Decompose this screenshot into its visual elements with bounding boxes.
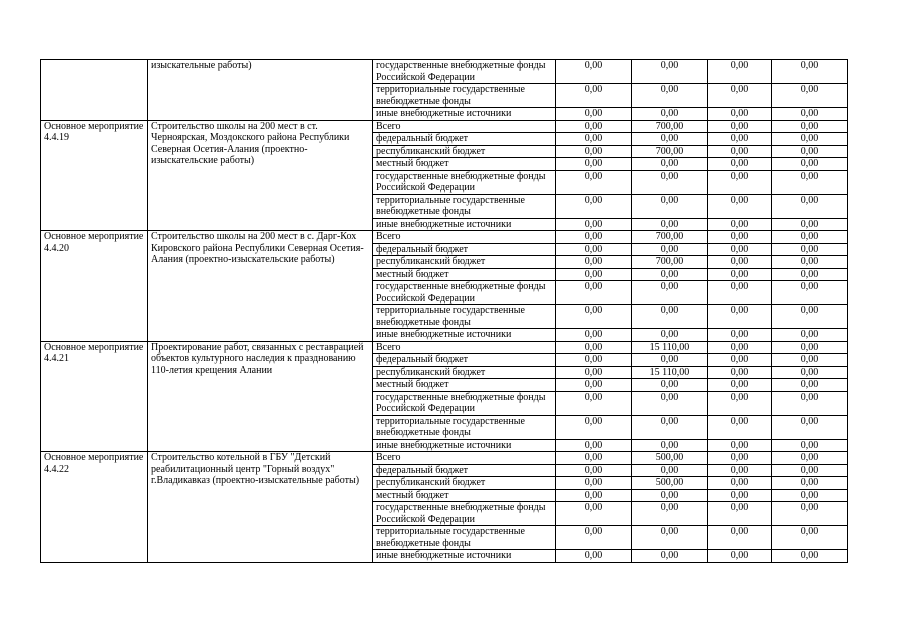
funding-source-cell: государственные внебюджетные фонды Российской Федерации (373, 281, 556, 305)
value-cell: 0,00 (632, 133, 708, 146)
funding-source-cell: местный бюджет (373, 489, 556, 502)
value-cell: 0,00 (556, 84, 632, 108)
funding-source-cell: государственные внебюджетные фонды Российской Федерации (373, 502, 556, 526)
measure-name-cell: Проектирование работ, связанных с реставрацией объектов культурного наследия к празднованию 110-летия крещения Алании (148, 341, 373, 452)
value-cell: 0,00 (772, 366, 848, 379)
funding-source-cell: федеральный бюджет (373, 133, 556, 146)
measure-code-cell: Основное мероприятие 4.4.19 (41, 120, 148, 231)
value-cell: 700,00 (632, 145, 708, 158)
value-cell: 0,00 (556, 108, 632, 121)
value-cell: 0,00 (708, 452, 772, 465)
value-cell: 0,00 (708, 502, 772, 526)
value-cell: 0,00 (556, 415, 632, 439)
funding-source-cell: федеральный бюджет (373, 243, 556, 256)
value-cell: 0,00 (556, 218, 632, 231)
value-cell: 0,00 (632, 354, 708, 367)
value-cell: 0,00 (772, 170, 848, 194)
funding-source-cell: республиканский бюджет (373, 256, 556, 269)
funding-source-cell: республиканский бюджет (373, 366, 556, 379)
value-cell: 0,00 (772, 231, 848, 244)
value-cell: 0,00 (708, 268, 772, 281)
value-cell: 0,00 (772, 158, 848, 171)
value-cell: 0,00 (556, 477, 632, 490)
funding-source-cell: республиканский бюджет (373, 477, 556, 490)
value-cell: 0,00 (556, 526, 632, 550)
value-cell: 0,00 (556, 268, 632, 281)
measure-name-cell: Строительство школы на 200 мест в с. Дарг-Кох Кировского района Республики Северная Осетия-Алания (проектно-изыскательские работы) (148, 231, 373, 342)
funding-source-cell: иные внебюджетные источники (373, 439, 556, 452)
value-cell: 0,00 (772, 256, 848, 269)
value-cell: 700,00 (632, 256, 708, 269)
funding-source-cell: территориальные государственные внебюджетные фонды (373, 305, 556, 329)
value-cell: 0,00 (556, 170, 632, 194)
funding-source-cell: местный бюджет (373, 379, 556, 392)
value-cell: 0,00 (632, 526, 708, 550)
value-cell: 0,00 (632, 329, 708, 342)
value-cell: 0,00 (632, 489, 708, 502)
value-cell: 0,00 (772, 281, 848, 305)
value-cell: 0,00 (632, 439, 708, 452)
value-cell: 0,00 (556, 354, 632, 367)
funding-source-cell: федеральный бюджет (373, 464, 556, 477)
value-cell: 0,00 (556, 464, 632, 477)
value-cell: 0,00 (772, 452, 848, 465)
value-cell: 0,00 (556, 145, 632, 158)
funding-source-cell: государственные внебюджетные фонды Российской Федерации (373, 60, 556, 84)
funding-source-cell: Всего (373, 341, 556, 354)
value-cell: 0,00 (632, 268, 708, 281)
value-cell: 0,00 (556, 502, 632, 526)
value-cell: 0,00 (708, 341, 772, 354)
measure-name-cell: Строительство котельной в ГБУ "Детский реабилитационный центр "Горный воздух" г.Владикавказ (проектно-изыскательные работы) (148, 452, 373, 563)
funding-source-cell: иные внебюджетные источники (373, 329, 556, 342)
value-cell: 0,00 (632, 550, 708, 563)
value-cell: 0,00 (632, 194, 708, 218)
value-cell: 500,00 (632, 477, 708, 490)
value-cell: 0,00 (772, 341, 848, 354)
value-cell: 0,00 (708, 464, 772, 477)
value-cell: 0,00 (708, 133, 772, 146)
value-cell: 0,00 (772, 133, 848, 146)
value-cell: 0,00 (632, 170, 708, 194)
value-cell: 0,00 (772, 218, 848, 231)
value-cell: 0,00 (556, 329, 632, 342)
value-cell: 0,00 (772, 415, 848, 439)
measure-code-cell: Основное мероприятие 4.4.22 (41, 452, 148, 563)
value-cell: 0,00 (708, 526, 772, 550)
funding-source-cell: местный бюджет (373, 158, 556, 171)
value-cell: 0,00 (772, 391, 848, 415)
funding-source-cell: государственные внебюджетные фонды Российской Федерации (373, 170, 556, 194)
value-cell: 0,00 (556, 120, 632, 133)
value-cell: 0,00 (556, 550, 632, 563)
value-cell: 0,00 (632, 84, 708, 108)
measure-code-cell: Основное мероприятие 4.4.21 (41, 341, 148, 452)
value-cell: 0,00 (708, 194, 772, 218)
funding-source-cell: федеральный бюджет (373, 354, 556, 367)
funding-source-cell: территориальные государственные внебюджетные фонды (373, 526, 556, 550)
value-cell: 0,00 (772, 243, 848, 256)
value-cell: 0,00 (708, 379, 772, 392)
value-cell: 0,00 (556, 305, 632, 329)
value-cell: 0,00 (772, 354, 848, 367)
value-cell: 0,00 (708, 329, 772, 342)
value-cell: 0,00 (772, 120, 848, 133)
value-cell: 0,00 (708, 489, 772, 502)
funding-source-cell: Всего (373, 120, 556, 133)
value-cell: 0,00 (772, 60, 848, 84)
value-cell: 0,00 (556, 281, 632, 305)
value-cell: 500,00 (632, 452, 708, 465)
value-cell: 0,00 (708, 281, 772, 305)
table-row (41, 120, 848, 133)
value-cell: 0,00 (632, 218, 708, 231)
value-cell: 0,00 (556, 452, 632, 465)
value-cell: 0,00 (556, 341, 632, 354)
value-cell: 15 110,00 (632, 366, 708, 379)
value-cell: 0,00 (772, 502, 848, 526)
value-cell: 0,00 (632, 415, 708, 439)
table-body (41, 60, 848, 563)
value-cell: 700,00 (632, 231, 708, 244)
value-cell: 0,00 (708, 158, 772, 171)
table-row (41, 341, 848, 354)
value-cell: 0,00 (708, 108, 772, 121)
value-cell: 0,00 (772, 145, 848, 158)
value-cell: 0,00 (632, 243, 708, 256)
value-cell: 0,00 (556, 366, 632, 379)
value-cell: 0,00 (772, 464, 848, 477)
funding-source-cell: иные внебюджетные источники (373, 550, 556, 563)
value-cell: 0,00 (772, 305, 848, 329)
table-row (41, 452, 848, 465)
funding-source-cell: иные внебюджетные источники (373, 218, 556, 231)
value-cell: 0,00 (556, 379, 632, 392)
value-cell: 0,00 (708, 415, 772, 439)
value-cell: 0,00 (708, 145, 772, 158)
value-cell: 15 110,00 (632, 341, 708, 354)
value-cell: 0,00 (556, 158, 632, 171)
value-cell: 0,00 (708, 218, 772, 231)
value-cell: 0,00 (556, 194, 632, 218)
value-cell: 0,00 (708, 477, 772, 490)
value-cell: 0,00 (632, 379, 708, 392)
value-cell: 0,00 (632, 158, 708, 171)
value-cell: 0,00 (556, 60, 632, 84)
value-cell: 0,00 (772, 84, 848, 108)
value-cell: 0,00 (708, 84, 772, 108)
value-cell: 0,00 (556, 243, 632, 256)
value-cell: 0,00 (632, 281, 708, 305)
value-cell: 0,00 (556, 231, 632, 244)
value-cell: 0,00 (632, 305, 708, 329)
value-cell: 0,00 (708, 366, 772, 379)
value-cell: 0,00 (708, 354, 772, 367)
value-cell: 0,00 (708, 550, 772, 563)
value-cell: 0,00 (556, 133, 632, 146)
value-cell: 0,00 (632, 60, 708, 84)
value-cell: 0,00 (708, 60, 772, 84)
funding-source-cell: Всего (373, 231, 556, 244)
value-cell: 0,00 (772, 108, 848, 121)
value-cell: 0,00 (772, 439, 848, 452)
value-cell: 0,00 (556, 489, 632, 502)
measure-code-cell (41, 60, 148, 121)
funding-source-cell: государственные внебюджетные фонды Российской Федерации (373, 391, 556, 415)
value-cell: 0,00 (772, 550, 848, 563)
funding-source-cell: Всего (373, 452, 556, 465)
funding-source-cell: территориальные государственные внебюджетные фонды (373, 84, 556, 108)
funding-source-cell: территориальные государственные внебюджетные фонды (373, 194, 556, 218)
value-cell: 700,00 (632, 120, 708, 133)
measure-name-cell: изыскательные работы) (148, 60, 373, 121)
value-cell: 0,00 (632, 502, 708, 526)
value-cell: 0,00 (708, 391, 772, 415)
value-cell: 0,00 (708, 256, 772, 269)
budget-table (40, 59, 848, 563)
value-cell: 0,00 (772, 489, 848, 502)
funding-source-cell: республиканский бюджет (373, 145, 556, 158)
value-cell: 0,00 (772, 268, 848, 281)
value-cell: 0,00 (772, 329, 848, 342)
value-cell: 0,00 (556, 256, 632, 269)
value-cell: 0,00 (708, 120, 772, 133)
funding-source-cell: иные внебюджетные источники (373, 108, 556, 121)
value-cell: 0,00 (708, 305, 772, 329)
value-cell: 0,00 (632, 108, 708, 121)
measure-code-cell: Основное мероприятие 4.4.20 (41, 231, 148, 342)
value-cell: 0,00 (708, 231, 772, 244)
value-cell: 0,00 (708, 243, 772, 256)
value-cell: 0,00 (556, 391, 632, 415)
value-cell: 0,00 (556, 439, 632, 452)
value-cell: 0,00 (772, 194, 848, 218)
value-cell: 0,00 (632, 464, 708, 477)
value-cell: 0,00 (708, 170, 772, 194)
value-cell: 0,00 (632, 391, 708, 415)
table-row (41, 231, 848, 244)
value-cell: 0,00 (772, 379, 848, 392)
value-cell: 0,00 (708, 439, 772, 452)
funding-source-cell: местный бюджет (373, 268, 556, 281)
measure-name-cell: Строительство школы на 200 мест в ст. Черноярская, Моздокского района Республики Северная Осетия-Алания (проектно-изыскательские работы) (148, 120, 373, 231)
funding-source-cell: территориальные государственные внебюджетные фонды (373, 415, 556, 439)
value-cell: 0,00 (772, 477, 848, 490)
value-cell: 0,00 (772, 526, 848, 550)
table-row (41, 60, 848, 84)
